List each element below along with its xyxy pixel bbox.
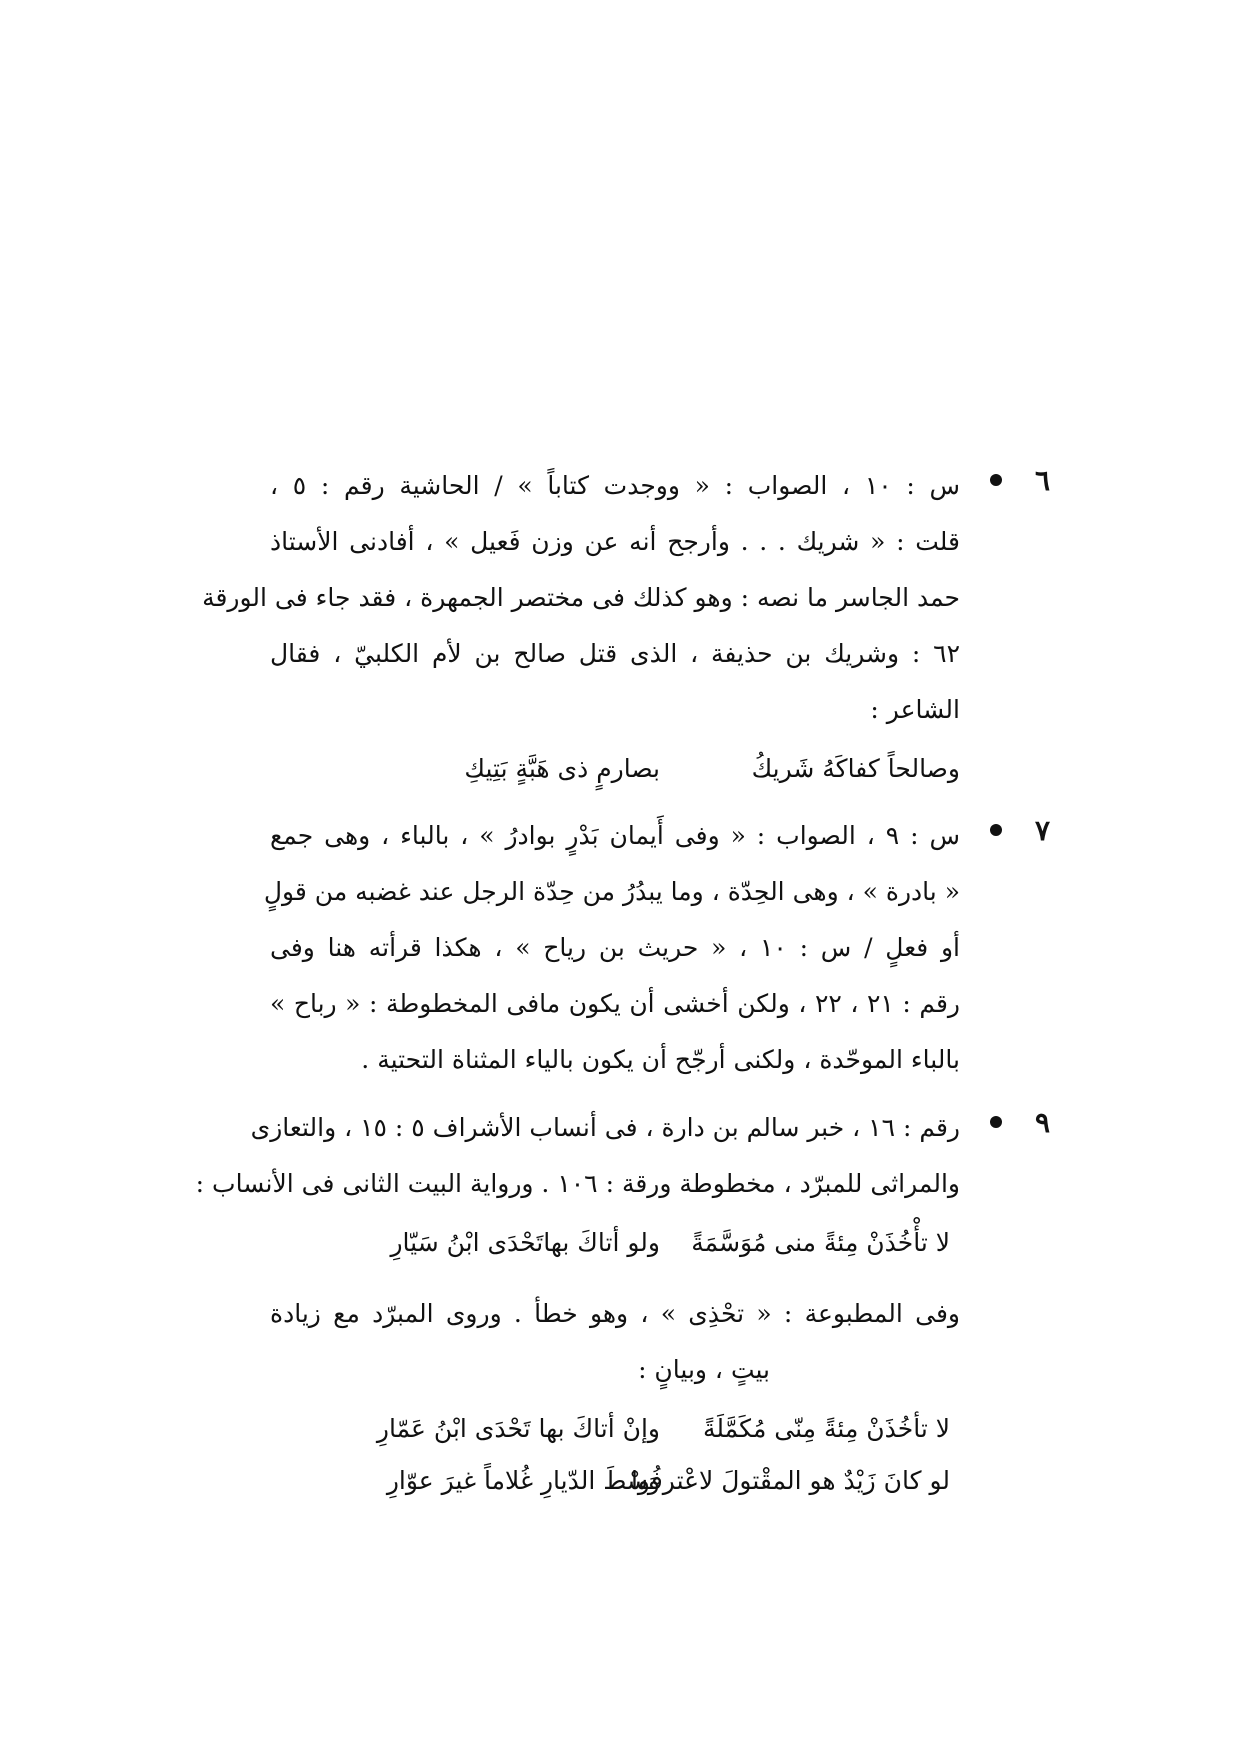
verse (270, 1450, 960, 1502)
entry-line: بيتٍ ، وبيانٍ : (638, 1355, 770, 1384)
entry-number: ٩ (1034, 1106, 1050, 1139)
verse-first-hemistich: وصالحاً كفاكَهُ شَريكُ (751, 754, 960, 783)
entry-marker (970, 458, 1050, 508)
verse-second-hemistich: ولو أتاكَ بهاتَحْدَى ابْنُ سَيّارِ (390, 1228, 660, 1257)
verse-first-hemistich: لا تأْخُذَنْ مِئةً منى مُوَسَّمَةً (691, 1228, 950, 1257)
entry-number: ٧ (1034, 814, 1050, 847)
entry-line: بالباء الموحّدة ، ولكنى أرجّح أن يكون بالياء المثناة التحتية . (361, 1045, 960, 1074)
verse-second-hemistich: بصارمٍ ذى هَبَّةٍ بَتِيكِ (464, 754, 660, 783)
verse-second-hemistich: وإنْ أتاكَ بها تَحْدَى ابْنُ عَمّارِ (376, 1414, 660, 1443)
verse-first-hemistich: لو كانَ زَيْدٌ هو المقْتولَ لاعْترفُوا (630, 1466, 950, 1495)
entry-line: س : ١٠ ، الصواب : « ووجدت كتاباً » / الحاشية رقم : ٥ ، (270, 471, 961, 500)
bullet-icon (990, 474, 1002, 486)
entry-number: ٦ (1034, 464, 1050, 497)
bullet-icon (990, 824, 1002, 836)
entry-line: رقم : ١٦ ، خبر سالم بن دارة ، فى أنساب الأشراف ٥ : ١٥ ، والتعازى (250, 1113, 960, 1142)
verse-second-hemistich: وَسْطَ الدّيارِ غُلاماً غيرَ عوّارِ (386, 1466, 660, 1495)
entry-9 (195, 1100, 1050, 1502)
entry-7 (263, 808, 1050, 1088)
entry-line: أو فعلٍ / س : ١٠ ، « حريث بن رياح » ، هكذا قرأته هنا وفى (270, 933, 960, 962)
entry-line: حمد الجاسر ما نصه : وهو كذلك فى مختصر الجمهرة ، فقد جاء فى الورقة (202, 583, 960, 612)
bullet-icon (990, 1116, 1002, 1128)
entry-6 (202, 458, 1050, 802)
entry-line: رقم : ٢١ ، ٢٢ ، ولكن أخشى أن يكون مافى المخطوطة : « رباح » (270, 989, 960, 1018)
verse-first-hemistich: لا تأخُذَنْ مِئةً مِنّى مُكَمَّلَةً (703, 1414, 950, 1443)
entry-marker (970, 1100, 1050, 1150)
entry-line: ٦٢ : وشريك بن حذيفة ، الذى قتل صالح بن لأم الكلبيّ ، فقال (270, 639, 960, 668)
verse (270, 738, 960, 802)
entry-line: الشاعر : (870, 695, 960, 724)
verse (270, 1212, 960, 1276)
entry-line: والمراثى للمبرّد ، مخطوطة ورقة : ١٠٦ . ورواية البيت الثانى فى الأنساب : (195, 1169, 960, 1198)
entry-marker (970, 808, 1050, 858)
entry-line: قلت : « شريك . . . وأرجح أنه عن وزن فَعيل » ، أفادنى الأستاذ (270, 527, 960, 556)
entry-line: وفى المطبوعة : « تحْذِى » ، وهو خطأ . وروى المبرّد مع زيادة (270, 1299, 960, 1328)
verse (270, 1398, 960, 1450)
entry-line: « بادرة » ، وهى الحِدّة ، وما يبدُرُ من حِدّة الرجل عند غضبه من قولٍ (263, 877, 960, 906)
entry-line: س : ٩ ، الصواب : « وفى أَيمان بَدْرٍ بوادرُ » ، بالباء ، وهى جمع (270, 821, 960, 850)
